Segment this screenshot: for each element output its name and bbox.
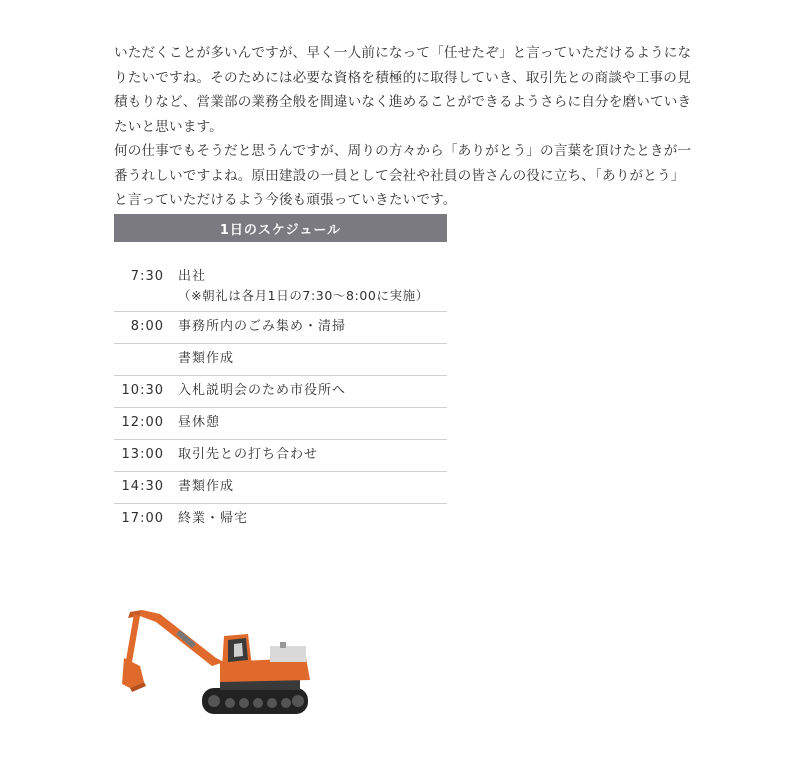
schedule-desc: 入札説明会のため市役所へ <box>178 383 347 398</box>
schedule-time: 8:00 <box>130 319 164 334</box>
schedule-desc: 昼休憩 <box>178 415 221 430</box>
intro-paragraph-1: いただくことが多いんですが、早く一人前になって「任せたぞ」と言っていただけるようになりたいですね。そのためには必要な資格を積極的に取得していき、取引先との商談や工事の見積もりなど、営業部の業務全般を間違いなく進めることができるようさらに自分を磨いていきたいと思います。 <box>114 45 692 135</box>
schedule-desc: 取引先との打ち合わせ <box>178 447 319 462</box>
schedule-desc <box>178 267 429 305</box>
schedule-row <box>114 472 447 504</box>
schedule-desc: 書類作成 <box>178 479 235 494</box>
schedule-row <box>114 376 447 408</box>
schedule-desc: 終業・帰宅 <box>178 511 249 526</box>
schedule-time: 7:30 <box>130 269 164 284</box>
schedule-time: 14:30 <box>121 479 164 494</box>
excavator-illustration <box>120 600 320 720</box>
schedule-desc: 書類作成 <box>178 351 235 366</box>
schedule-time: 13:00 <box>121 447 164 462</box>
intro-paragraph-2: 何の仕事でもそうだと思うんですが、周りの方々から「ありがとう」の言葉を頂けたときが一番うれしいですよね。原田建設の一員として会社や社員の皆さんの役に立ち、「ありがとう」と言っていただけるよう今後も頑張っていきたいです。 <box>114 143 692 208</box>
schedule-desc: 事務所内のごみ集め・清掃 <box>178 319 347 334</box>
schedule-row <box>114 344 447 376</box>
schedule-time: 17:00 <box>121 511 164 526</box>
schedule-desc-text: 出社 <box>178 269 207 284</box>
schedule-title: 1日のスケジュール <box>114 214 447 242</box>
schedule-row <box>114 312 447 344</box>
schedule-row <box>114 262 447 312</box>
schedule-list <box>114 262 447 535</box>
schedule-time: 10:30 <box>121 383 164 398</box>
schedule-note: （※朝礼は各月1日の7:30〜8:00に実施） <box>178 288 429 303</box>
schedule-row <box>114 504 447 535</box>
intro-text <box>114 41 694 213</box>
schedule-row <box>114 408 447 440</box>
schedule-time: 12:00 <box>121 415 164 430</box>
schedule-row <box>114 440 447 472</box>
